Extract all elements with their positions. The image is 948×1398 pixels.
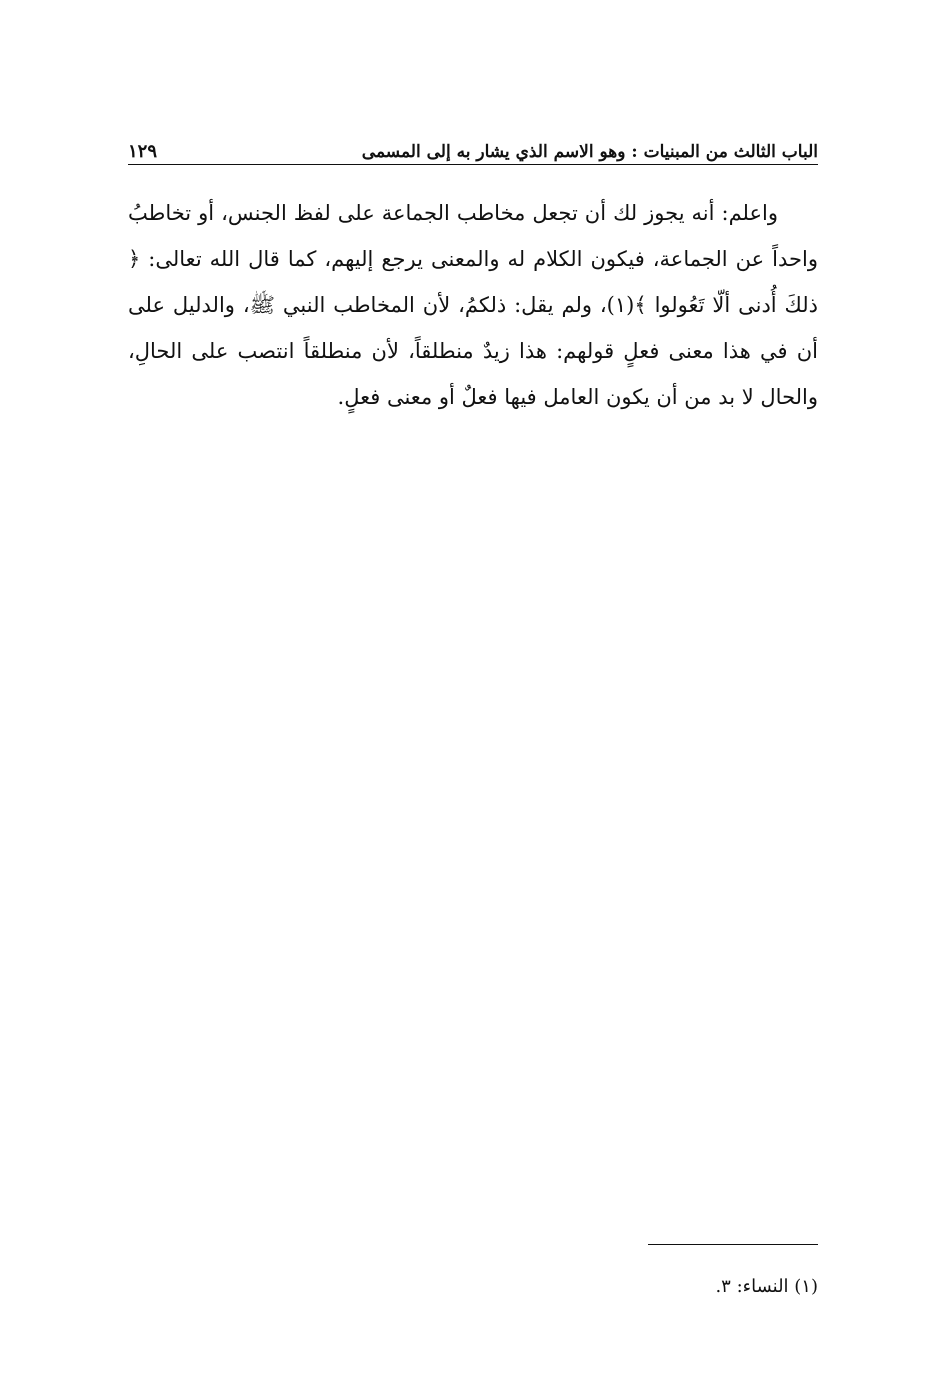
page-number: ١٢٩: [128, 141, 158, 162]
footnote: (١) النساء: ٣.: [715, 1276, 818, 1297]
header-rule: [128, 164, 818, 165]
chapter-title: الباب الثالث من المبنيات : وهو الاسم الذي يشار به إلى المسمى: [361, 142, 818, 162]
body-text: [128, 190, 818, 420]
footnote-rule: [648, 1244, 818, 1245]
paragraph: واعلم: أنه يجوز لك أن تجعل مخاطب الجماعة على لفظ الجنس، أو تخاطبُ واحداً عن الجماعة، فيكون الكلام له والمعنى يرجع إليهم، كما قال الله تعالى: ﴿ ذلكَ أُدنى ألّا تَعُولوا ﴾(١)، ولم يقل: ذلكمُ، لأن المخاطب النبي ﷺ، والدليل على أن في هذا معنى فعلٍ قولهم: هذا زيدٌ منطلقاً، لأن منطلقاً انتصب على الحالِ، والحال لا بد من أن يكون العامل فيها فعلٌ أو معنى فعلٍ.: [128, 201, 818, 409]
running-header: [128, 130, 818, 162]
